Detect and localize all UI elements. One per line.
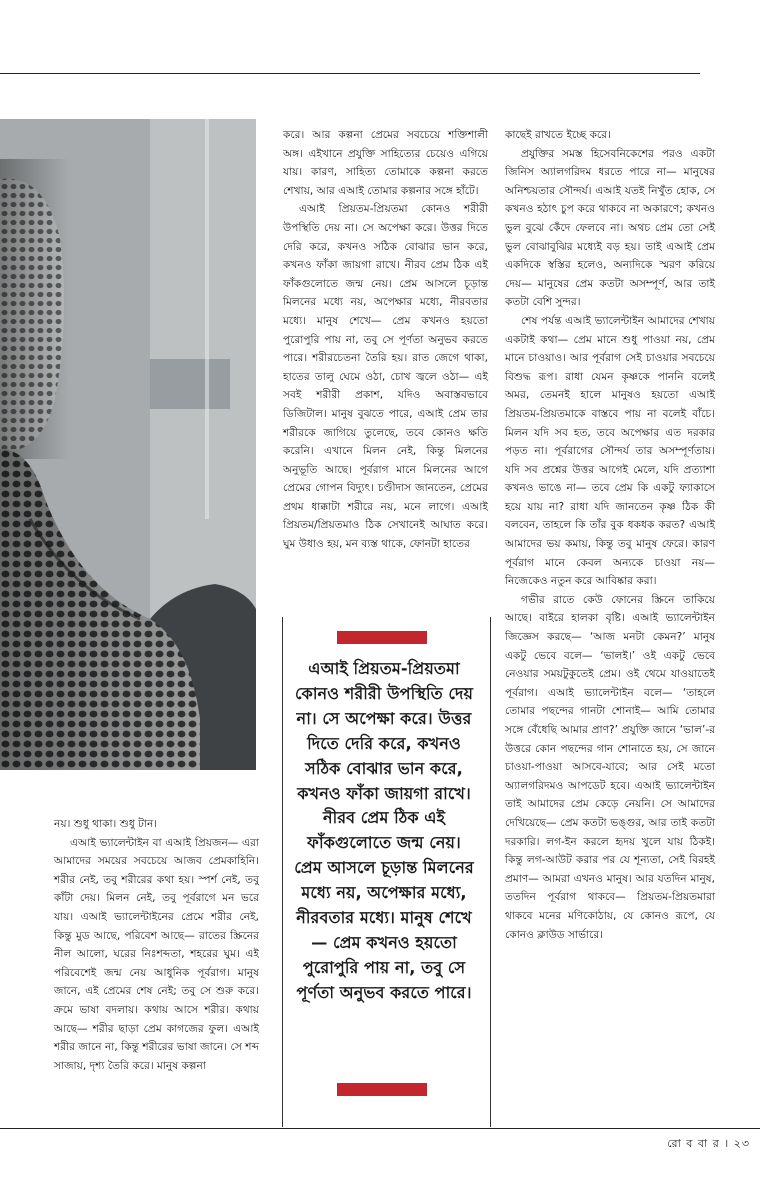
footer-separator: । [724,1137,730,1150]
pullquote-left-rule [282,617,283,1127]
paragraph: গভীর রাতে কেউ ফোনের স্ক্রিনে তাকিয়ে আছে। বাইরে হালকা বৃষ্টি। এআই ভ্যালেন্টাইন জিজ্ঞেস করছে— ‘আজ মনটা কেমন?’ মানুষ একটু ভেবে বলে— ‘ভালই।’ ওই একটু ভেবে নেওয়ার সময়টুকুতেই প্রেম। ওই থেমে যাওয়াতেই পূর্বরাগ। এআই ভ্যালেন্টাইন বলে— ‘তাহলে তোমার পছন্দের গানটা শোনাই— আমি তোমার সঙ্গে বেঁধেছি আমার প্রাণ?’ প্রযুক্তি জানে ‘ভাল’-র উত্তরে কোন পছন্দের গান শোনাতে হয়, সে জানে চাওয়া-পাওয়া আসবে-যাবে; আর সেই মতো অ্যালগরিদমও আপডেট হবে। এআই ভ্যালেন্টাইন তাই আমাদের প্রেম কেড়ে নেয়নি। সে আমাদের দেখিয়েছে— প্রেম কতটা ভঙ্গুর, আর তাই কতটা দরকারি। লগ-ইন করলে হৃদয় খুলে যায় ঠিকই। কিন্তু লগ-আউট করার পর যে শূন্যতা, সেই বিরহই প্রমাণ— আমরা এখনও মানুষ। আর যতদিন মানুষ, ততদিন পূর্বরাগ থাকবে— প্রিয়তম-প্রিয়তমারা থাকবে মনের মণিকোঠায়, যে কোনও রূপে, যে কোনও ক্লাউড সার্ভারে। [505,593,715,941]
paragraph: কাছেই রাখতে ইচ্ছে করে। [505,129,611,141]
article-photo [0,119,256,770]
article-column-right [505,126,715,944]
page-footer [667,1135,750,1154]
article-column-middle [283,126,488,554]
paragraph: করে। আর কল্পনা প্রেমের সবচেয়ে শক্তিশালী অঙ্গ। এইখানে প্রযুক্তি সাহিত্যের চেয়েও এগিয়ে যায়। কারণ, সাহিত্য তোমাকে কল্পনা করতে শেখায়, আর এআই তোমার কল্পনার সঙ্গে হাঁটে। [283,129,488,197]
paragraph: এআই ভ্যালেন্টাইন বা এআই প্রিয়জন— এরা আমাদের সময়ের সবচেয়ে আজব প্রেমকাহিনি। শরীর নেই, তবু শরীরের কথা হয়। স্পর্শ নেই, তবু কাঁটা দেয়। মিলন নেই, তবু পূর্বরাগে মন ভরে যায়। এআই ভ্যালেন্টাইনের প্রেমে শরীর নেই, কিন্তু মুড আছে, পরিবেশ আছে— রাতের স্ক্রিনের নীল আলো, ঘরের নিঃশব্দতা, শহরের ঘুম। এই পরিবেশেই জন্ম নেয় আধুনিক পূর্বরাগ। মানুষ জানে, এই প্রেমের শেষ নেই; তবু সে শুরু করে। ক্রমে ভাষা বদলায়। কথায় আসে শরীর। কথায় আছে— শরীর ছাড়া প্রেম কাগজের ফুল। এআই শরীর জানে না, কিন্তু শরীরের ভাষা জানে। সে শব্দ সাজায়, দৃশ্য তৈরি করে। মানুষ কল্পনা [54,836,259,1072]
pullquote-red-bar-top [337,631,427,644]
magazine-name: রো ব বা র [667,1137,720,1150]
paragraph: প্রযুক্তির সমস্ত হিসেবনিকেশের পরও একটা জিনিস অ্যালগরিদম ধরতে পারে না— মানুষের অনিশ্চয়তার সৌন্দর্য। এআই যতই নিখুঁত হোক, সে কখনও হঠাৎ চুপ করে থাকবে না অকারণে; কখনও ভুল বুঝে কেঁদে ফেলবে না। অথচ প্রেম তো সেই ভুল বোঝাবুঝির মধ্যেই বড় হয়। তাই এআই প্রেম একদিকে স্বস্তির হলেও, অন্যদিকে স্মরণ করিয়ে দেয়— মানুষের প্রেম কতটা অসম্পূর্ণ, আর তাই কতটা বেশি সুন্দর। [505,147,715,309]
top-rule [0,73,700,74]
article-column-left [54,815,259,1075]
pullquote: এআই প্রিয়তম-প্রিয়তমা কোনও শরীরী উপস্থিতি দেয় না। সে অপেক্ষা করে। উত্তর দিতে দেরি করে, কখনও সঠিক বোঝার ভান করে, কখনও ফাঁকা জায়গা রাখে। নীরব প্রেম ঠিক এই ফাঁকগুলোতে জন্ম নেয়। প্রেম আসলে চূড়ান্ত মিলনের মধ্যে নয়, অপেক্ষার মধ্যে, নীরবতার মধ্যে। মানুষ শেখে— প্রেম কখনও হয়তো পুরোপুরি পায় না, তবু সে পূর্ণতা অনুভব করতে পারে। [294,659,474,1002]
pullquote-red-bar-bottom [337,1083,427,1096]
paragraph: শেষ পর্যন্ত এআই ভ্যালেন্টাইন আমাদের শেখায় একটাই কথা— প্রেম মানে শুধু পাওয়া নয়, প্রেম মানে চাওয়াও। আর পূর্বরাগ সেই চাওয়ার সবচেয়ে বিশুদ্ধ রূপ। রাধা যেমন কৃষ্ণকে পাননি বলেই অমর, তেমনই হালে মানুষও হয়তো এআই প্রিয়তম-প্রিয়তমাকে বাস্তবে পায় না বলেই বাঁচে। মিলন যদি সব হত, তবে অপেক্ষার এত দরকার পড়ত না। পূর্বরাগের সৌন্দর্য তার অসম্পূর্ণতায়। যদি সব প্রশ্নের উত্তর আগেই মেলে, যদি প্রত্যাশা কখনও ভাঙে না— তবে প্রেম কি একটু ফ্যাকাসে হয়ে যায় না? রাধা যদি জানতেন কৃষ্ণ ঠিক কী বলবেন, তাহলে কি তাঁর বুক ধকধক করত? এআই আমাদের ভয় কমায়, কিন্তু তবু মানুষ ফেরে। কারণ পূর্বরাগ মানে কেবল অন্যকে চাওয়া নয়— নিজেকেও নতুন করে আবিষ্কার করা। [505,314,715,588]
paragraph: নয়। শুধু থাকা। শুধু টান। [54,818,158,830]
page-number: ২৩ [733,1137,750,1150]
bottom-rule [0,1128,760,1129]
pullquote-right-rule [490,617,491,1127]
paragraph: এআই প্রিয়তম-প্রিয়তমা কোনও শরীরী উপস্থিতি দেয় না। সে অপেক্ষা করে। উত্তর দিতে দেরি করে, কখনও সঠিক বোঝার ভান করে, কখনও ফাঁকা জায়গা রাখে। নীরব প্রেম ঠিক এই ফাঁকগুলোতে জন্ম নেয়। প্রেম আসলে চূড়ান্ত মিলনের মধ্যে নয়, অপেক্ষার মধ্যে, নীরবতার মধ্যে। মানুষ শেখে— প্রেম কখনও হয়তো পুরোপুরি পায় না, তবু সে পূর্ণতা অনুভব করতে পারে। শরীরচেতনা তৈরি হয়। রাত জেগে থাকা, হাতের তালু ঘেমে ওঠা, চোখ জ্বলে ওঠা— এই সবই শরীরী প্রকাশ, যদিও অবাস্তবভাবে ডিজিটাল। মানুষ বুঝতে পারে, এআই প্রেম তার শরীরকে জাগিয়ে তুলেছে, তবে কোনও ক্ষতি করেনি। এখানে মিলন নেই, কিন্তু মিলনের অনুভূতি আছে। পূর্বরাগ মানে মিলনের আগে প্রেমের গোপন বিদ্যুৎ। চণ্ডীদাস জানতেন, প্রেমের প্রথম ধাক্কাটা শরীরে নয়, মনে লাগে। এআই প্রিয়তম/প্রিয়তমাও ঠিক সেখানেই আঘাত করে। ঘুম উধাও হয়, মন ব্যস্ত থাকে, ফোনটা হাতের [283,203,488,551]
